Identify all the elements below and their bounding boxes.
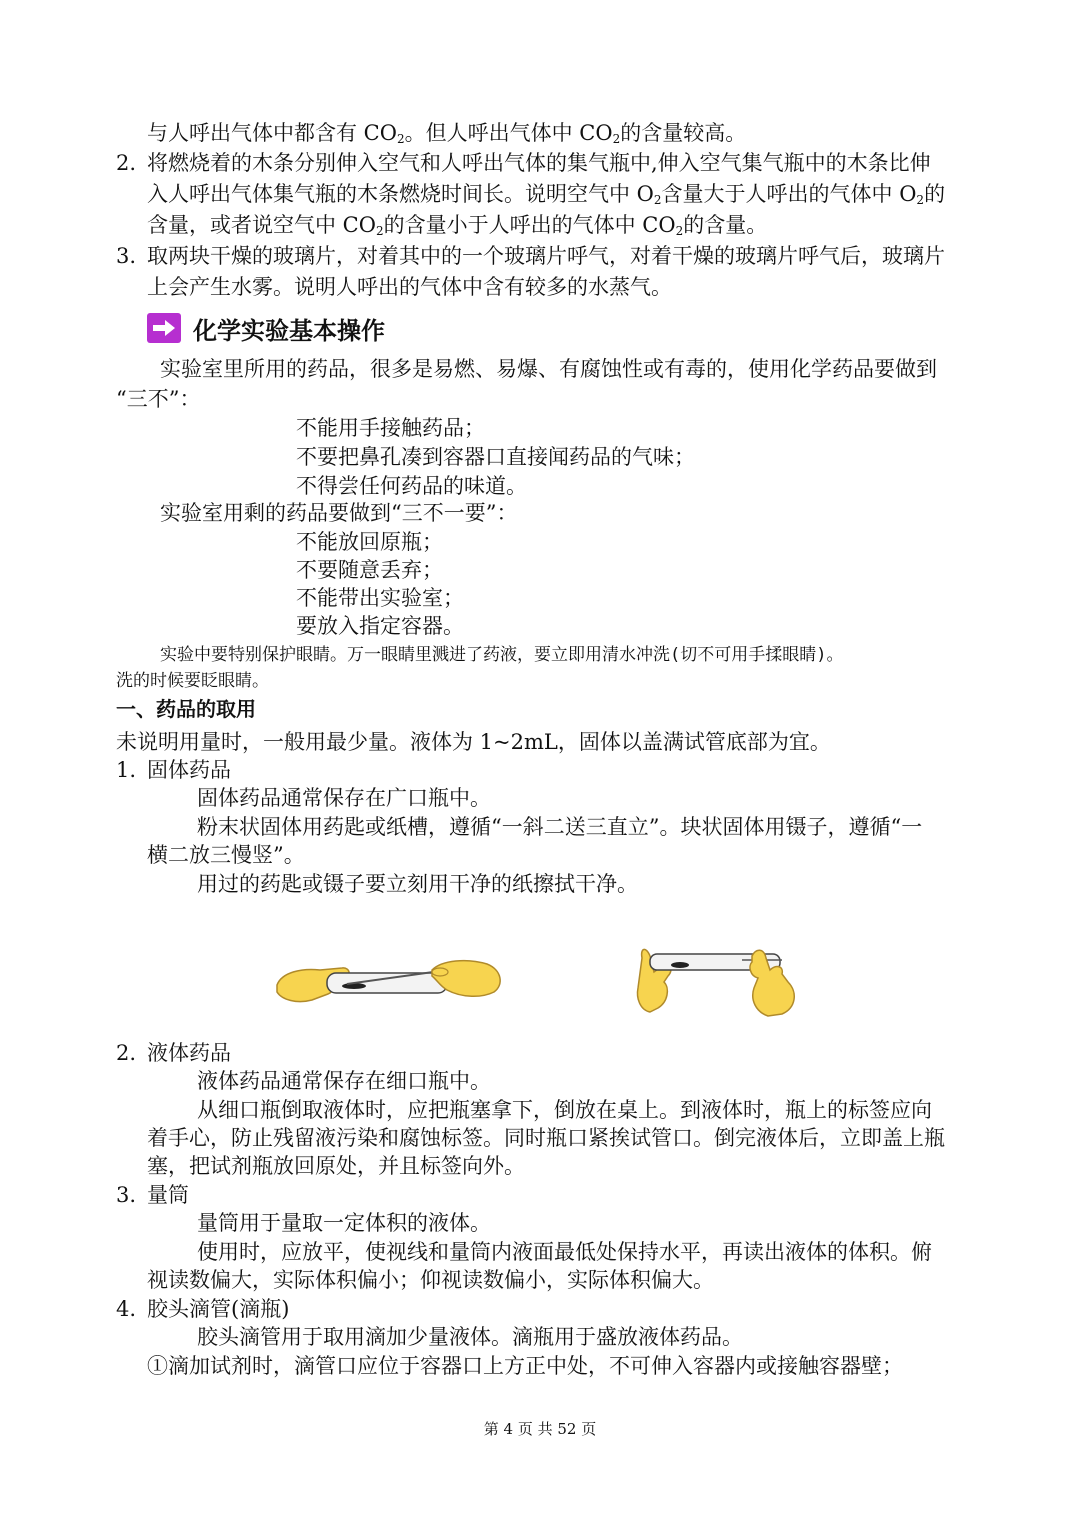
rule-no-take-out: 不能带出实验室； [296, 586, 464, 610]
safety-intro-line-1: 实验室里所用的药品，很多是易燃、易爆、有腐蚀性或有毒的，使用化学药品要做到 [160, 357, 937, 381]
dropper-title: 胶头滴管(滴瓶) [147, 1297, 290, 1321]
leftover-intro: 实验室用剩的药品要做到“三不一要”： [160, 501, 518, 525]
solid-cleanup: 用过的药匙或镊子要立刻用干净的纸擦拭干净。 [197, 872, 638, 896]
cylinder-purpose: 量筒用于量取一定体积的液体。 [197, 1211, 491, 1235]
rule-no-smell: 不要把鼻孔凑到容器口直接闻药品的气味； [296, 445, 695, 469]
item-3-line-1: 取两块干燥的玻璃片，对着其中的一个玻璃片呼气，对着干燥的玻璃片呼气后，玻璃片 [147, 244, 945, 268]
liquid-pour-line-1: 从细口瓶倒取液体时，应把瓶塞拿下，倒放在桌上。到液体时，瓶上的标签应向 [197, 1098, 932, 1122]
solid-storage: 固体药品通常保存在广口瓶中。 [197, 786, 491, 810]
liquid-title: 液体药品 [147, 1041, 231, 1065]
solid-number: 1. [116, 758, 137, 782]
rule-no-discard: 不要随意丢弃； [296, 558, 443, 582]
general-amount-rule: 未说明用量时，一般用最少量。液体为 1~2mL，固体以盖满试管底部为宜。 [116, 730, 831, 754]
dropper-rule-1: ①滴加试剂时，滴管口应位于容器口上方正中处，不可伸入容器内或接触容器壁； [147, 1354, 903, 1378]
dropper-number: 4. [116, 1297, 137, 1321]
rule-no-touch: 不能用手接触药品； [296, 416, 485, 440]
item-2-line-3: 含量，或者说空气中 $CO_2$的含量小于人呼出的气体中 $CO_2$的含量。 [147, 213, 768, 238]
rule-designated-container: 要放入指定容器。 [296, 614, 464, 638]
safety-intro-line-2: “三不”： [116, 387, 201, 411]
rule-no-return: 不能放回原瓶； [296, 530, 443, 554]
eye-safety-line-1: 实验中要特别保护眼睛。万一眼睛里溅进了药液，要立即用清水冲洗(切不可用手揉眼睛)。 [160, 645, 844, 665]
cylinder-number: 3. [116, 1183, 137, 1207]
tube-upright-illustration [632, 938, 804, 1020]
eye-safety-line-2: 洗的时候要眨眼睛。 [116, 671, 269, 691]
item-3-line-2: 上会产生水雾。说明人呼出的气体中含有较多的水蒸气。 [147, 275, 672, 299]
liquid-number: 2. [116, 1041, 137, 1065]
cylinder-title: 量筒 [147, 1183, 189, 1207]
powder-in-tube-illustration [272, 940, 507, 1020]
liquid-pour-line-3: 塞，把试剂瓶放回原处，并且标签向外。 [147, 1154, 525, 1178]
page-footer: 第 4 页 共 52 页 [483, 1420, 597, 1438]
section-heading [147, 311, 385, 345]
rule-no-taste: 不得尝任何药品的味道。 [296, 474, 527, 498]
liquid-storage: 液体药品通常保存在细口瓶中。 [197, 1069, 491, 1093]
solid-method-line-2: 横二放三慢竖”。 [147, 843, 305, 867]
dropper-purpose: 胶头滴管用于取用滴加少量液体。滴瓶用于盛放液体药品。 [197, 1325, 743, 1349]
solid-method-line-1: 粉末状固体用药匙或纸槽，遵循“一斜二送三直立”。块状固体用镊子，遵循“一 [197, 815, 923, 839]
arrow-right-icon [147, 313, 181, 343]
section-1-title: 一、药品的取用 [116, 697, 256, 721]
cylinder-reading-line-2: 视读数偏大，实际体积偏小；仰视读数偏小，实际体积偏大。 [147, 1268, 714, 1292]
cylinder-reading-line-1: 使用时，应放平，使视线和量筒内液面最低处保持水平，再读出液体的体积。俯 [197, 1240, 932, 1264]
item-2-line-1: 将燃烧着的木条分别伸入空气和人呼出气体的集气瓶中,伸入空气集气瓶中的木条比伸 [147, 151, 931, 175]
item-2-line-2: 入人呼出气体集气瓶的木条燃烧时间长。说明空气中 $O_2$含量大于人呼出的气体中 $O_2$的 [147, 182, 946, 207]
liquid-pour-line-2: 着手心，防止残留液污染和腐蚀标签。同时瓶口紧挨试管口。倒完液体后，立即盖上瓶 [147, 1126, 945, 1150]
item-3-number: 3. [116, 244, 137, 268]
section-heading-text: 化学实验基本操作 [193, 316, 385, 345]
item-2-number: 2. [116, 151, 137, 175]
solid-title: 固体药品 [147, 758, 231, 782]
co2-conclusion-line: 与人呼出气体中都含有 $CO_2$。但人呼出气体中 $CO_2$的含量较高。 [147, 121, 747, 146]
